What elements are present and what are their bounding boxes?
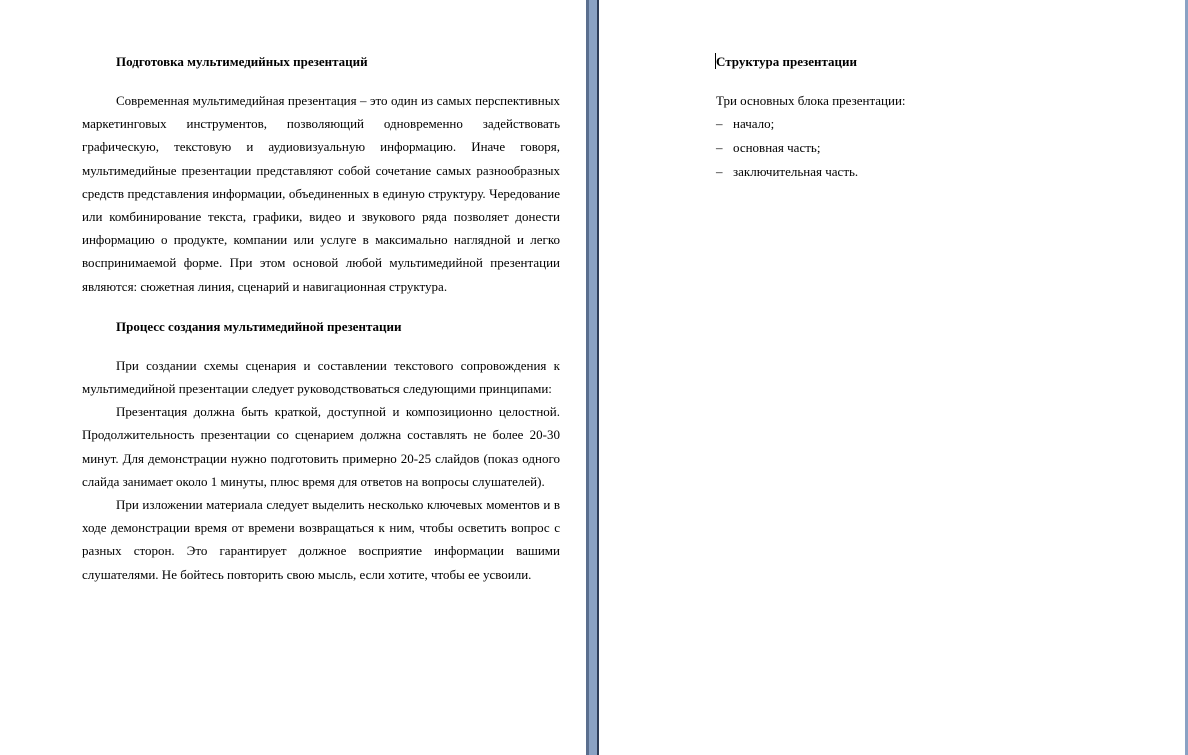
- paragraph-key-points: При изложении материала следует выделить несколько ключевых моментов и в ходе демонстрации время от времени возвращаться к ним, чтобы осветить вопрос с разных сторон. Это гарантирует должное восприятие информации вашими слушателями. Не бойтесь повторить свою мысль, если хотите, чтобы ее усвоили.: [82, 497, 560, 582]
- page-gutter: [586, 0, 599, 755]
- page-right-content[interactable]: [716, 50, 1156, 184]
- list-item-text: начало;: [733, 116, 775, 132]
- list-item: [716, 136, 1156, 160]
- paragraph-intro: Современная мультимедийная презентация – это один из самых перспективных маркетинговых инструментов, позволяющий одновременно задействовать графическую, текстовую и аудиовизуальную информацию. Иначе говоря, мультимедийные презентации представляют собой сочетание самых разнообразных средств представления информации, объединенных в единую структуру. Чередование или комбинирование текста, графики, видео и звукового ряда позволяет донести информацию о продукте, компании или услуге в максимально наглядной и легко воспринимаемой форме. При этом основой любой мультимедийной презентации являются: сюжетная линия, сценарий и навигационная структура.: [82, 93, 560, 294]
- section-heading-process: Процесс создания мультимедийной презентации: [116, 318, 402, 334]
- structure-list: [716, 112, 1156, 184]
- document-page-right: [599, 0, 1185, 755]
- list-item: [716, 160, 1156, 184]
- document-page-left: [0, 0, 586, 755]
- list-item-text: заключительная часть.: [733, 164, 859, 180]
- section-heading-structure: Структура презентации: [716, 54, 857, 69]
- section-heading-preparation: Подготовка мультимедийных презентаций: [116, 54, 368, 69]
- list-item: [716, 112, 1156, 136]
- list-dash: –: [716, 164, 723, 180]
- page-left-content[interactable]: [82, 50, 560, 586]
- list-dash: –: [716, 116, 723, 132]
- paragraph-brevity: Презентация должна быть краткой, доступной и композиционно целостной. Продолжительность презентации со сценарием должна составлять не более 20-30 минут. Для демонстрации нужно подготовить примерно 20-25 слайдов (показ одного слайда занимает около 1 минуты, плюс время для ответов на вопросы слушателей).: [82, 404, 560, 489]
- list-dash: –: [716, 140, 723, 156]
- paragraph-blocks-intro: Три основных блока презентации:: [716, 93, 906, 108]
- paragraph-principles: При создании схемы сценария и составлении текстового сопровождения к мультимедийной презентации следует руководствоваться следующими принципами:: [82, 357, 560, 397]
- text-cursor: [715, 53, 716, 69]
- list-item-text: основная часть;: [733, 140, 821, 156]
